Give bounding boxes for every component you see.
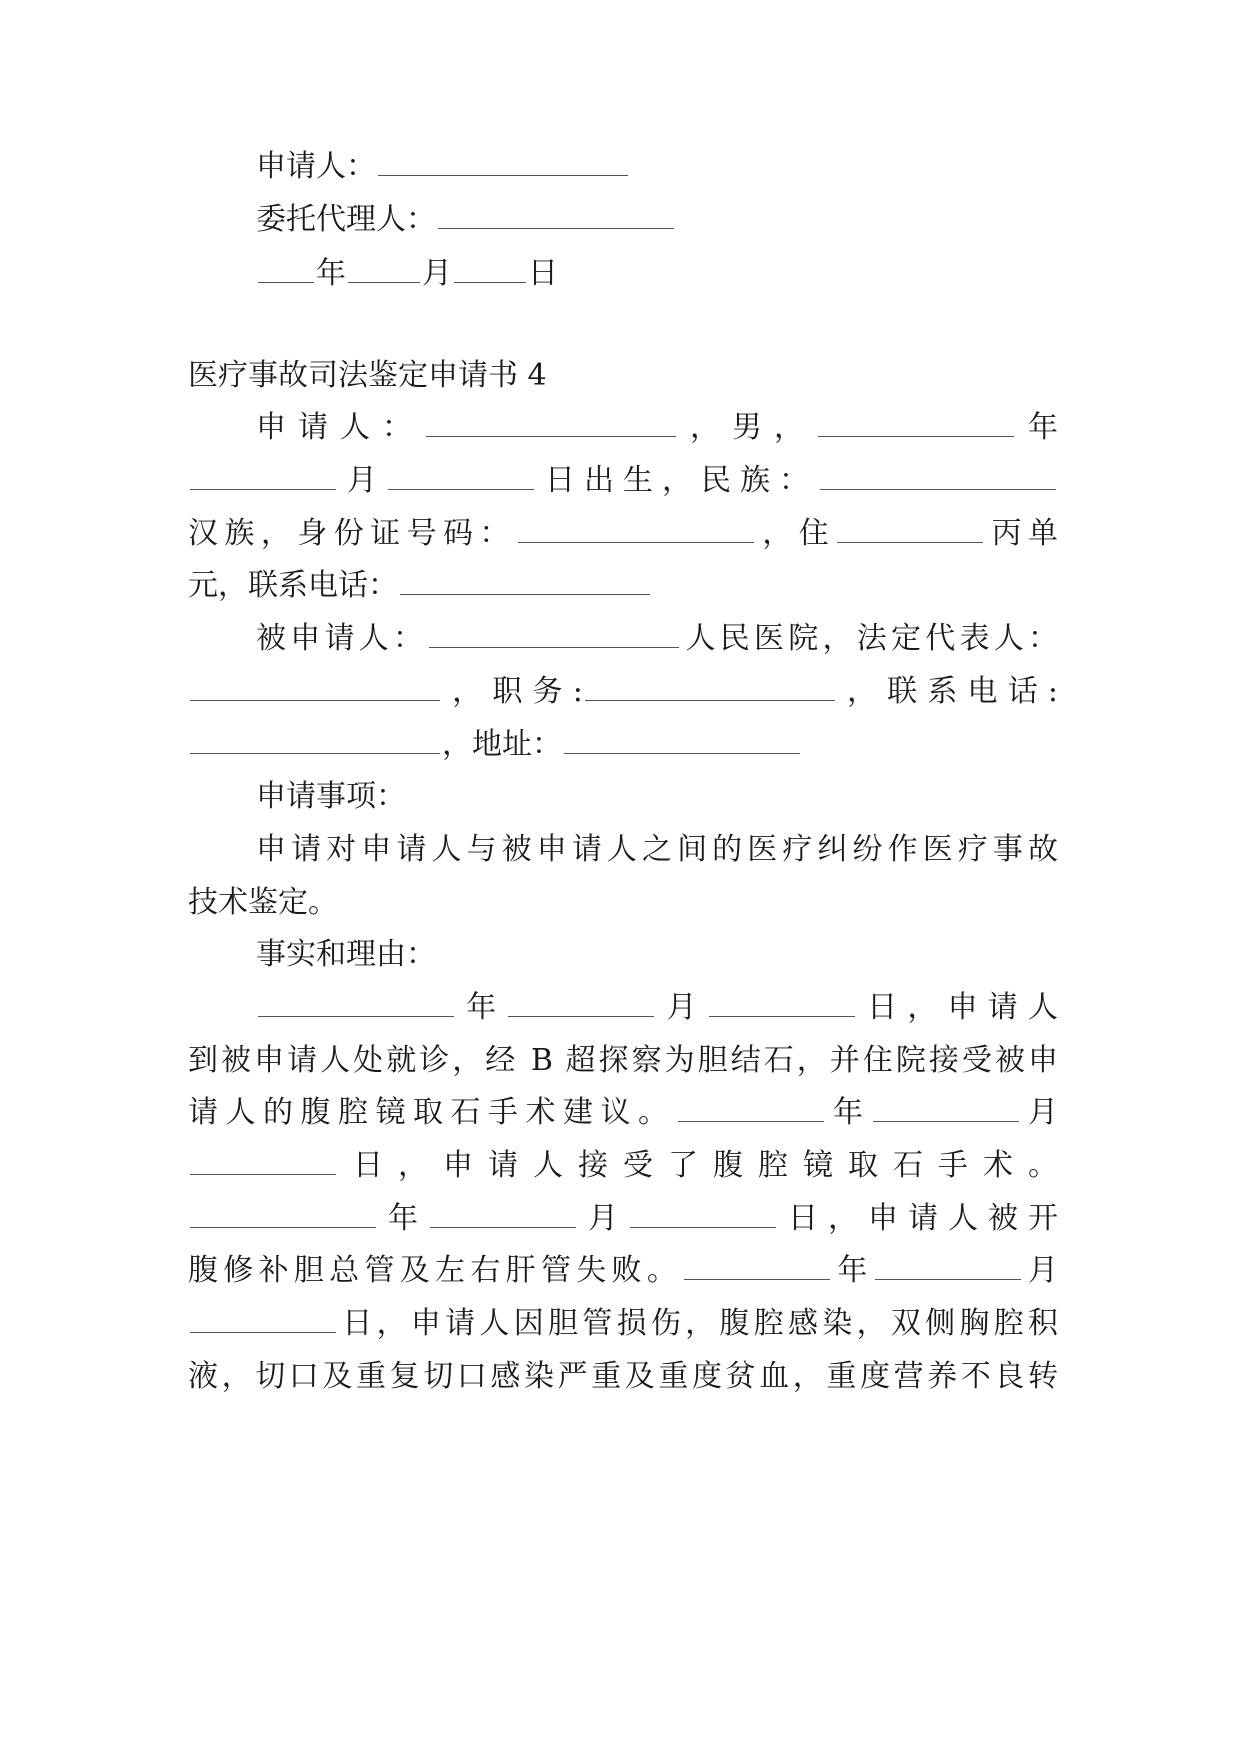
date-day-label: 日 [528, 256, 558, 291]
address-blank [837, 516, 983, 543]
position-blank [585, 674, 835, 701]
address-label: ，住 [755, 516, 836, 551]
event4-day-blank [190, 1306, 336, 1333]
facts-line-6 [188, 1251, 1058, 1291]
event2-tail: 日，申请人接受了腹腔镜取石手术。 [338, 1148, 1058, 1183]
date-month-label: 月 [422, 256, 452, 291]
applicant-label: 申请人： [256, 410, 424, 445]
respondent-address-label: ，地址： [442, 727, 562, 762]
birth-month-blank [190, 463, 336, 490]
signature-date-line [256, 254, 1126, 294]
facts-line-7 [188, 1304, 1058, 1344]
date-year-label: 年 [316, 256, 346, 291]
ethnicity-blank [820, 463, 1056, 490]
legal-rep-blank [190, 674, 440, 701]
date-day-blank [454, 256, 526, 283]
event2-year-label: 年 [825, 1095, 871, 1130]
facts-line-3 [188, 1093, 1058, 1133]
event3-year-label: 年 [378, 1201, 428, 1236]
event1-month-label: 月 [656, 990, 707, 1025]
respondent-label: 被申请人： [256, 621, 428, 656]
applicant-line-1 [256, 408, 1058, 448]
event4-month-label: 月 [1022, 1253, 1059, 1288]
event1-year-label: 年 [456, 990, 507, 1025]
applicant-gender: ，男， [678, 410, 816, 445]
event2-year-blank [678, 1095, 824, 1122]
facts-line-8: 液，切口及重复切口感染严重及重度贫血，重度营养不良转 [188, 1359, 1058, 1394]
event2-month-label: 月 [1020, 1095, 1058, 1130]
document-title: 医疗事故司法鉴定申请书 4 [188, 358, 547, 393]
facts-line-4 [188, 1146, 1058, 1186]
applicant-signature-label: 申请人： [256, 149, 376, 184]
event2-day-blank [190, 1148, 336, 1175]
applicant-phone-blank [400, 568, 650, 595]
position-label: ，职务: [442, 674, 583, 709]
event1-month-blank [508, 990, 654, 1017]
facts-line-2: 到被申请人处就诊，经 B 超探察为胆结石，并住院接受被申 [188, 1043, 1058, 1078]
matters-line-1: 申请对申请人与被申请人之间的医疗纠纷作医疗事故 [256, 832, 1058, 867]
birth-day-blank [388, 463, 534, 490]
event4-year-blank [684, 1253, 830, 1280]
birth-day-label: 日出生，民族： [536, 463, 818, 498]
birth-year-label: 年 [1016, 410, 1058, 445]
respondent-address-blank [564, 727, 800, 754]
event3-tail: 日，申请人被开 [778, 1201, 1058, 1236]
facts-line-1 [256, 988, 1058, 1028]
facts-line-6-text: 腹修补胆总管及左右肝管失败。 [188, 1253, 683, 1288]
date-month-blank [348, 256, 420, 283]
signature-agent-line [256, 200, 1126, 240]
date-year-blank [258, 256, 314, 283]
event4-tail: 日，申请人因胆管损伤，腹腔感染，双侧胸腔积 [338, 1306, 1058, 1341]
event3-year-blank [190, 1201, 376, 1228]
event1-tail: 日，申请人 [856, 990, 1059, 1025]
event3-month-blank [430, 1201, 576, 1228]
event3-day-blank [630, 1201, 776, 1228]
respondent-line-3 [188, 725, 1058, 765]
event2-month-blank [873, 1095, 1019, 1122]
matters-heading: 申请事项： [256, 779, 406, 814]
respondent-line-2 [188, 672, 1058, 712]
respondent-line-1 [256, 619, 1058, 659]
applicant-phone-label: 元，联系电话： [188, 568, 398, 603]
birth-year-blank [818, 410, 1014, 437]
applicant-line-3 [188, 514, 1058, 554]
id-number-blank [518, 516, 754, 543]
event4-year-label: 年 [832, 1253, 873, 1288]
event1-year-blank [258, 990, 454, 1017]
address-unit: 丙单 [985, 516, 1059, 551]
respondent-phone-label: ，联系电话: [836, 674, 1059, 709]
applicant-line-4 [188, 566, 1058, 606]
id-number-label: 汉族，身份证号码： [188, 516, 516, 551]
agent-signature-label: 委托代理人： [256, 202, 436, 237]
event3-month-label: 月 [578, 1201, 628, 1236]
facts-line-3-text: 请人的腹腔镜取石手术建议。 [188, 1095, 676, 1130]
respondent-name-blank [429, 621, 679, 648]
event4-month-blank [875, 1253, 1021, 1280]
hospital-rep-label: 人民医院，法定代表人： [681, 621, 1058, 656]
matters-line-2: 技术鉴定。 [188, 885, 338, 920]
facts-heading: 事实和理由： [256, 937, 436, 972]
applicant-line-2 [188, 461, 1058, 501]
birth-month-label: 月 [338, 463, 386, 498]
applicant-signature-blank [378, 149, 628, 176]
applicant-name-blank [426, 410, 676, 437]
agent-signature-blank [438, 202, 674, 229]
event1-day-blank [709, 990, 855, 1017]
signature-applicant-line [256, 147, 1126, 187]
facts-line-5 [188, 1199, 1058, 1239]
respondent-phone-blank [190, 727, 440, 754]
